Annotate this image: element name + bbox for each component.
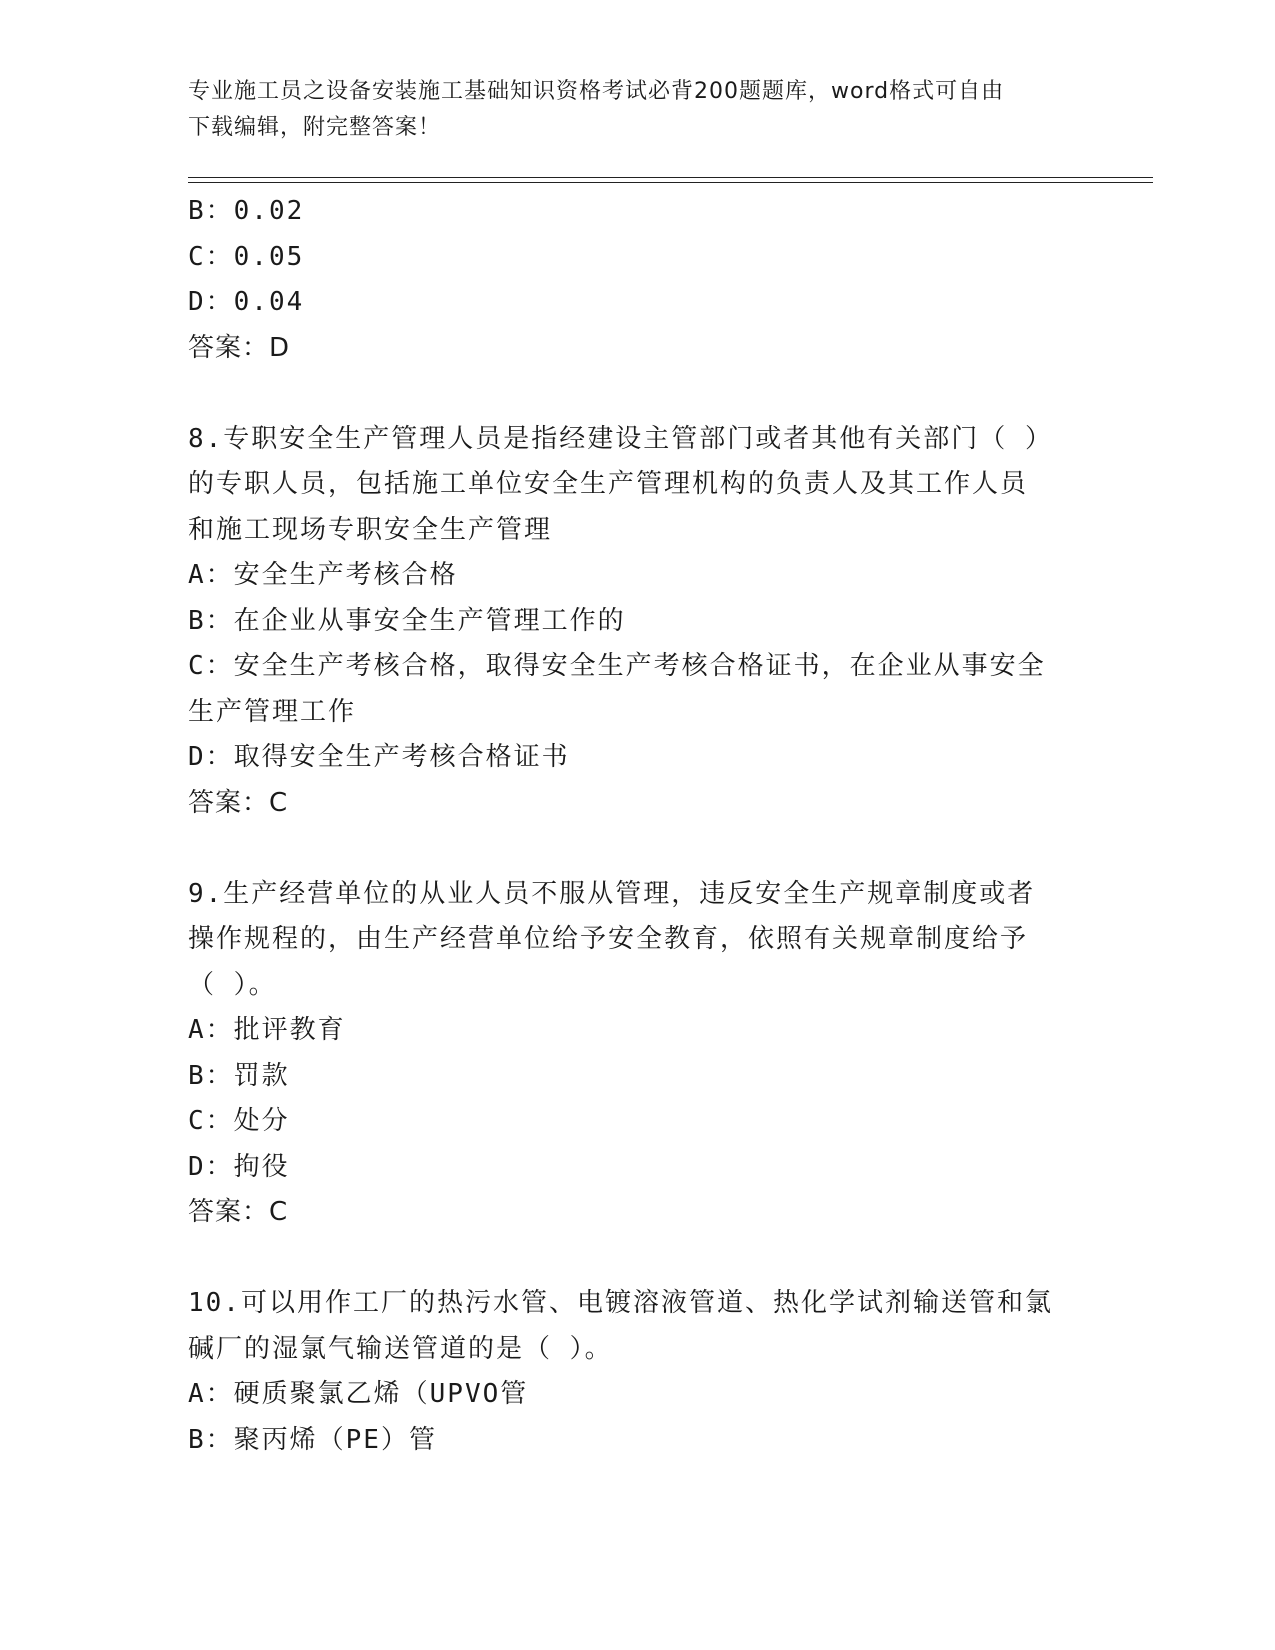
question-stem-line: 操作规程的，由生产经营单位给予安全教育，依照有关规章制度给予 — [188, 924, 1029, 954]
question-8 — [188, 417, 1068, 827]
answer-line: 答案：C — [188, 1197, 289, 1227]
option-a: A：硬质聚氯乙烯（UPVO管 — [188, 1379, 529, 1409]
option-c: C：0.05 — [188, 241, 305, 272]
answer-line: 答案：C — [188, 787, 289, 818]
question-content — [188, 189, 1068, 1463]
option-c: C：处分 — [188, 1106, 290, 1136]
question-7 — [188, 189, 1068, 371]
option-d: D：取得安全生产考核合格证书 — [188, 742, 570, 772]
question-stem-line: 8.专职安全生产管理人员是指经建设主管部门或者其他有关部门（ ） — [188, 423, 1053, 454]
question-stem-line: 碱厂的湿氯气输送管道的是（ ）。 — [188, 1333, 613, 1364]
question-stem-line: （ ）。 — [188, 969, 277, 1000]
option-d: D：0.04 — [188, 287, 305, 317]
question-9 — [188, 872, 1068, 1236]
spacer — [188, 1236, 1068, 1282]
option-a: A：批评教育 — [188, 1015, 346, 1045]
question-stem-line: 10.可以用作工厂的热污水管、电镀溶液管道、热化学试剂输送管和氯 — [188, 1288, 1053, 1318]
header-title-line-1: 专业施工员之设备安装施工基础知识资格考试必背200题题库，word格式可自由 — [188, 79, 1005, 104]
option-c: C：安全生产考核合格，取得安全生产考核合格证书，在企业从事安全 — [188, 651, 1046, 681]
document-header — [188, 74, 1068, 146]
option-b: B：聚丙烯（PE）管 — [188, 1424, 437, 1455]
spacer — [188, 371, 1068, 417]
option-a: A：安全生产考核合格 — [188, 560, 458, 590]
question-stem-line: 9.生产经营单位的从业人员不服从管理，违反安全生产规章制度或者 — [188, 878, 1036, 909]
option-b: B：0.02 — [188, 196, 305, 226]
header-divider-top — [188, 177, 1153, 178]
question-stem-line: 的专职人员，包括施工单位安全生产管理机构的负责人及其工作人员 — [188, 469, 1029, 499]
spacer — [188, 826, 1068, 872]
header-title-line-2: 下载编辑，附完整答案！ — [188, 115, 442, 140]
header-divider-bottom — [188, 182, 1153, 183]
option-d: D：拘役 — [188, 1151, 290, 1182]
question-10 — [188, 1281, 1068, 1463]
option-c-continued: 生产管理工作 — [188, 696, 357, 727]
question-stem-line: 和施工现场专职安全生产管理 — [188, 514, 553, 545]
option-b: B：罚款 — [188, 1060, 290, 1091]
option-b: B：在企业从事安全生产管理工作的 — [188, 605, 626, 636]
answer-line: 答案：D — [188, 332, 291, 363]
